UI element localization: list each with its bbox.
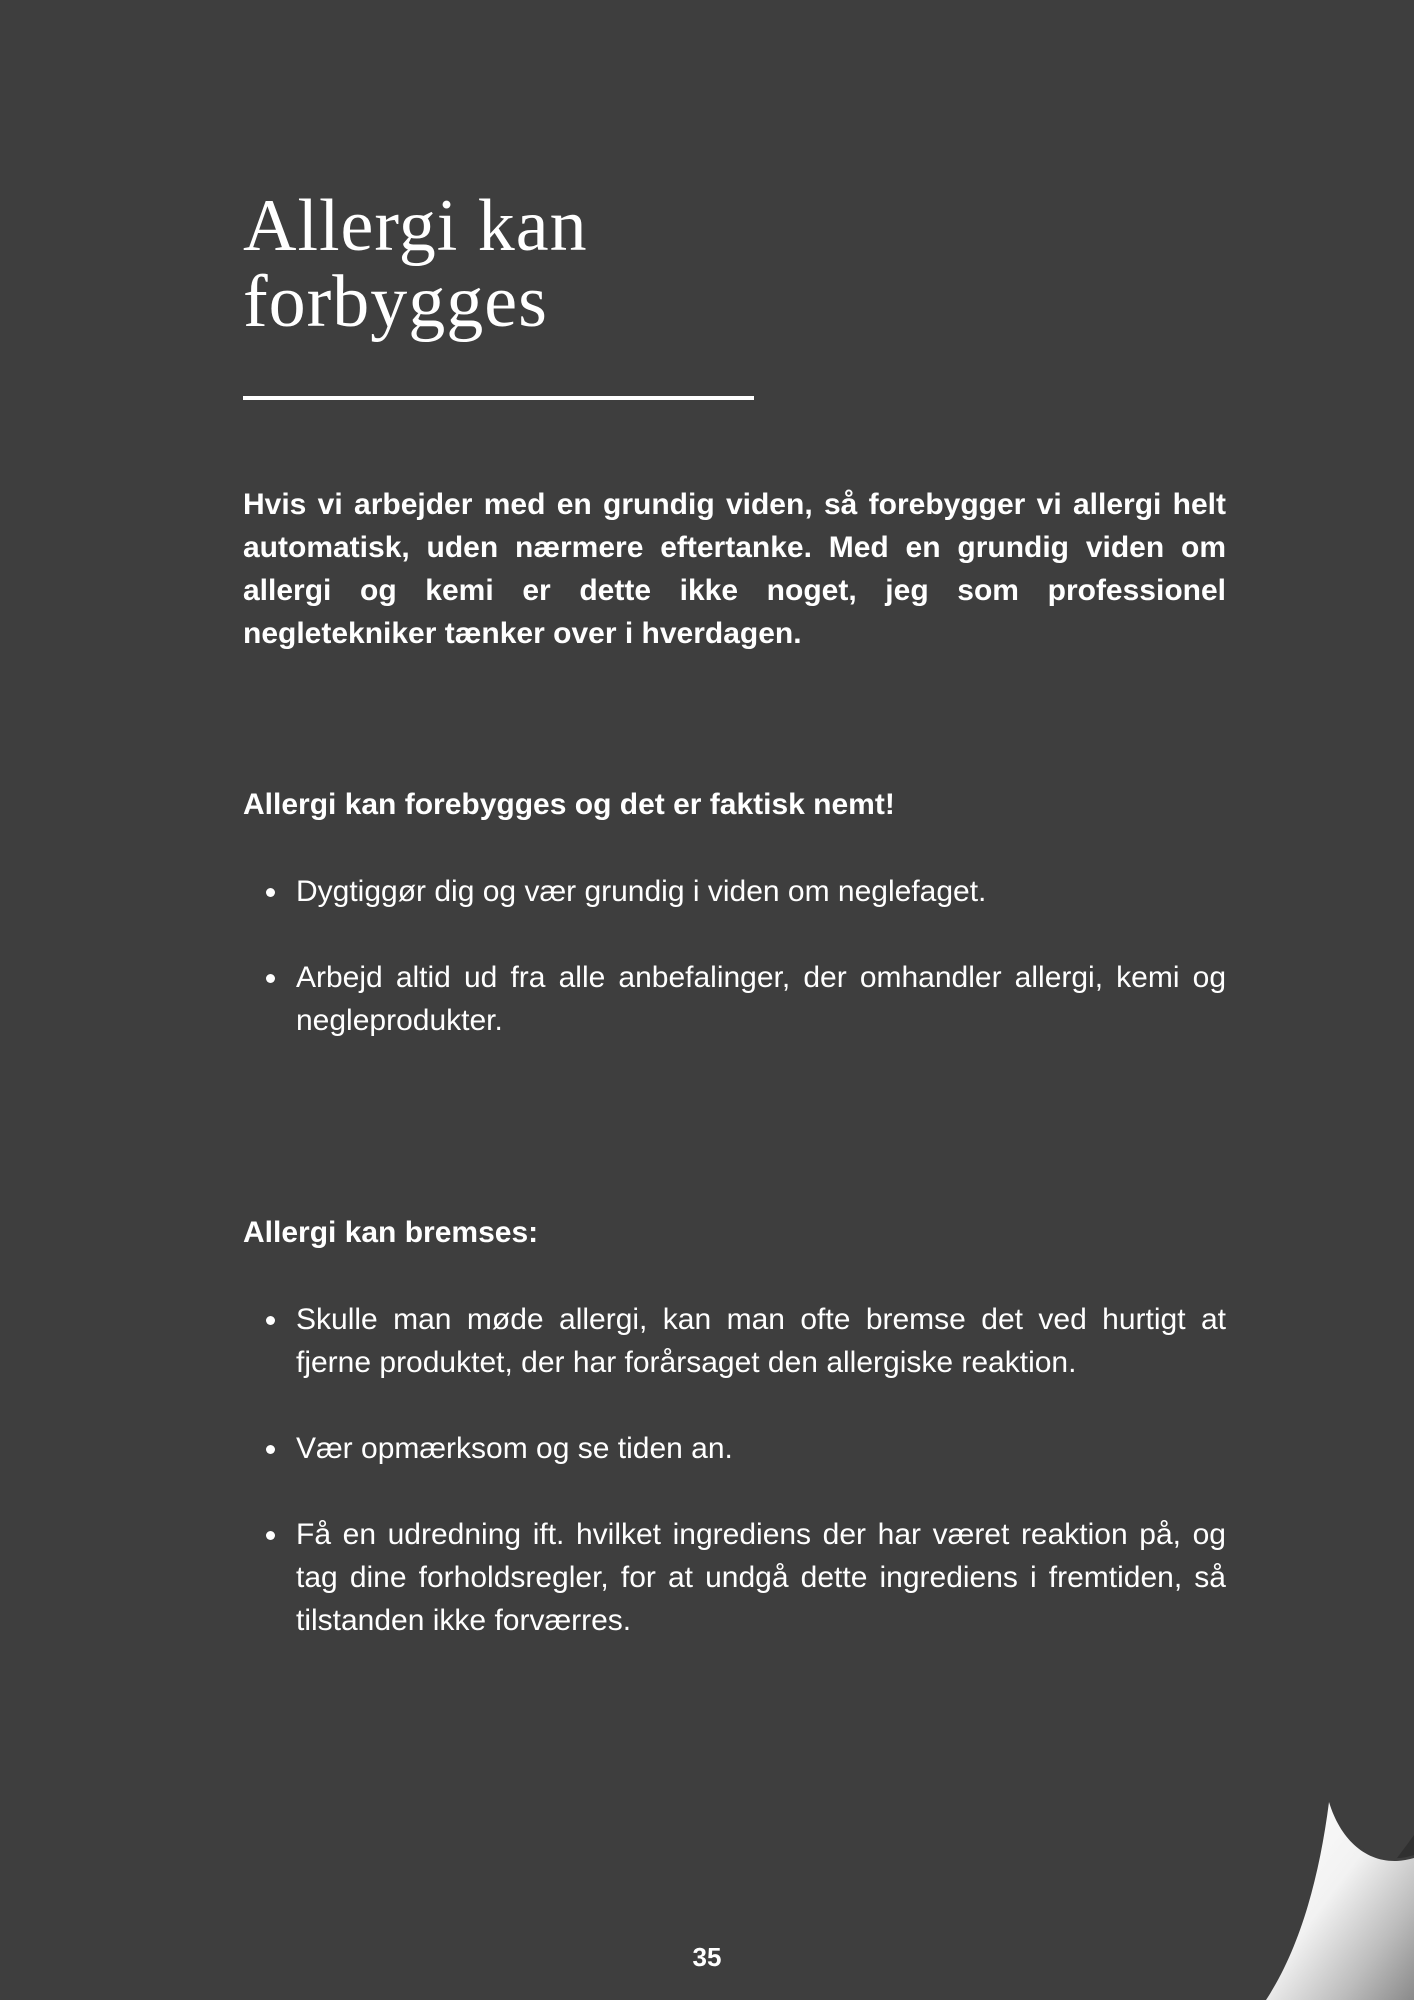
list-item (243, 870, 1226, 913)
list-item-text: Vær opmærksom og se tiden an. (296, 1432, 733, 1465)
list-item-text: Arbejd altid ud fra alle anbefalinger, der omhandler allergi, kemi og negleprodukter. (296, 961, 1226, 1037)
list-item-text: Dygtiggør dig og vær grundig i viden om neglefaget. (296, 875, 987, 908)
list-item (243, 1513, 1226, 1642)
page-number: 35 (692, 1942, 722, 1972)
list-item-text: Få en udredning ift. hvilket ingrediens der har været reaktion på, og tag dine forholdsregler, for at undgå dette ingrediens i fremtiden, så tilstanden ikke forværres. (296, 1518, 1226, 1637)
section-heading-slowing: Allergi kan bremses: (243, 1216, 539, 1249)
list-item (243, 956, 1226, 1042)
bullet-icon (266, 888, 275, 897)
bullet-icon (266, 1445, 275, 1454)
prevention-list (243, 870, 1226, 1085)
list-item-text: Skulle man møde allergi, kan man ofte bremse det ved hurtigt at fjerne produktet, der har forårsaget den allergiske reaktion. (296, 1303, 1226, 1379)
page-title-line-1: Allergi kan (243, 185, 588, 267)
intro-paragraph: Hvis vi arbejder med en grundig viden, så forebygger vi allergi helt automatisk, uden nærmere eftertanke. Med en grundig viden om allergi og kemi er dette ikke noget, jeg som professionel negletekniker tænker over i hverdagen. (243, 488, 1226, 650)
list-item (243, 1298, 1226, 1384)
page-title-line-2: forbygges (243, 261, 548, 343)
slowing-list (243, 1298, 1226, 1685)
page-title (243, 185, 843, 343)
bullet-icon (266, 1316, 275, 1325)
bullet-icon (266, 974, 275, 983)
title-divider (243, 396, 754, 400)
list-item (243, 1427, 1226, 1470)
page-curl-icon[interactable] (1224, 1800, 1414, 2000)
section-heading-prevention: Allergi kan forebygges og det er faktisk nemt! (243, 788, 895, 821)
bullet-icon (266, 1531, 275, 1540)
